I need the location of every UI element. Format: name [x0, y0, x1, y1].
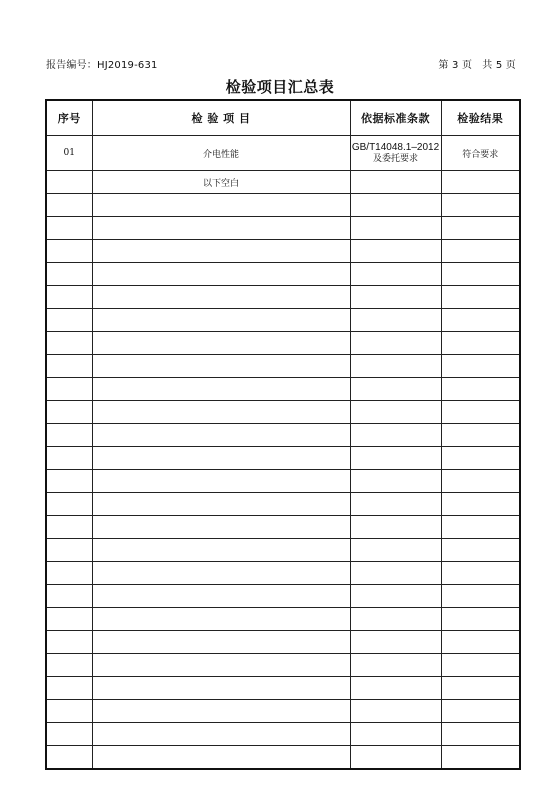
- cell-inspection-result: [441, 516, 520, 539]
- cell-inspection-item: [92, 309, 350, 332]
- cell-inspection-item: [92, 401, 350, 424]
- cell-inspection-result: [441, 240, 520, 263]
- cell-serial-number: [46, 516, 92, 539]
- standard-note: 及委托要求: [372, 153, 418, 164]
- cell-inspection-item: [92, 608, 350, 631]
- table-row: [46, 539, 520, 562]
- cell-inspection-item: [92, 378, 350, 401]
- cell-inspection-item: [92, 723, 350, 746]
- table-row: [46, 470, 520, 493]
- report-number: 报告编号：HJ2019-631: [46, 60, 158, 71]
- cell-inspection-item: [92, 654, 350, 677]
- cell-standard-clause: [350, 194, 441, 217]
- cell-standard-clause: [350, 447, 441, 470]
- cell-inspection-result: [441, 401, 520, 424]
- cell-serial-number: [46, 424, 92, 447]
- cell-standard-clause: [350, 608, 441, 631]
- cell-serial-number: [46, 585, 92, 608]
- cell-standard-clause: [350, 309, 441, 332]
- cell-serial-number: [46, 332, 92, 355]
- cell-serial-number: [46, 401, 92, 424]
- cell-inspection-result: [441, 263, 520, 286]
- cell-inspection-result: [441, 700, 520, 723]
- column-header-standard: 依据标准条款: [350, 100, 441, 136]
- cell-standard-clause: [350, 401, 441, 424]
- cell-serial-number: [46, 378, 92, 401]
- table-row: [46, 401, 520, 424]
- table-row: [46, 608, 520, 631]
- table-row: [46, 194, 520, 217]
- cell-inspection-item: 介电性能: [92, 136, 350, 171]
- cell-serial-number: [46, 355, 92, 378]
- cell-standard-clause: [350, 516, 441, 539]
- cell-inspection-item: [92, 631, 350, 654]
- cell-inspection-result: [441, 355, 520, 378]
- table-row: [46, 562, 520, 585]
- cell-inspection-item: [92, 470, 350, 493]
- cell-inspection-result: [441, 194, 520, 217]
- cell-inspection-item: [92, 700, 350, 723]
- cell-serial-number: [46, 677, 92, 700]
- cell-serial-number: [46, 631, 92, 654]
- cell-inspection-result: [441, 378, 520, 401]
- cell-standard-clause: [350, 723, 441, 746]
- cell-standard-clause: [350, 677, 441, 700]
- table-row: [46, 355, 520, 378]
- cell-standard-clause: [350, 746, 441, 770]
- cell-standard-clause: [350, 263, 441, 286]
- cell-inspection-result: [441, 631, 520, 654]
- table-row: [46, 263, 520, 286]
- cell-standard-clause: [350, 171, 441, 194]
- cell-inspection-item: [92, 240, 350, 263]
- cell-inspection-item: [92, 355, 350, 378]
- cell-serial-number: [46, 171, 92, 194]
- cell-inspection-item: [92, 516, 350, 539]
- cell-standard-clause: [350, 585, 441, 608]
- cell-inspection-result: [441, 332, 520, 355]
- cell-inspection-result: [441, 309, 520, 332]
- table-row: [46, 677, 520, 700]
- cell-inspection-result: [441, 493, 520, 516]
- cell-inspection-result: [441, 171, 520, 194]
- cell-inspection-result: [441, 585, 520, 608]
- cell-serial-number: [46, 217, 92, 240]
- inspection-summary-table: [45, 99, 521, 770]
- cell-inspection-result: 符合要求: [441, 136, 520, 171]
- table-row: [46, 746, 520, 770]
- table-header-row: [46, 100, 520, 136]
- cell-inspection-item: [92, 677, 350, 700]
- table-row: [46, 631, 520, 654]
- cell-inspection-item: [92, 493, 350, 516]
- table-row: [46, 309, 520, 332]
- cell-serial-number: [46, 194, 92, 217]
- table-row: [46, 493, 520, 516]
- cell-inspection-result: [441, 654, 520, 677]
- cell-standard-clause: [350, 700, 441, 723]
- cell-serial-number: [46, 470, 92, 493]
- cell-standard-clause: [350, 470, 441, 493]
- standard-code: GB/T14048.1–2012: [351, 141, 440, 153]
- table-row: [46, 424, 520, 447]
- column-header-result: 检验结果: [441, 100, 520, 136]
- table-row: [46, 171, 520, 194]
- cell-inspection-result: [441, 723, 520, 746]
- cell-inspection-result: [441, 677, 520, 700]
- cell-inspection-item: 以下空白: [92, 171, 350, 194]
- cell-inspection-item: [92, 447, 350, 470]
- cell-serial-number: [46, 608, 92, 631]
- table-body: [46, 136, 520, 770]
- cell-serial-number: [46, 493, 92, 516]
- cell-serial-number: [46, 240, 92, 263]
- cell-serial-number: [46, 539, 92, 562]
- cell-serial-number: [46, 654, 92, 677]
- table-row: [46, 332, 520, 355]
- cell-inspection-result: [441, 447, 520, 470]
- cell-standard-clause: [350, 539, 441, 562]
- cell-inspection-result: [441, 562, 520, 585]
- cell-inspection-item: [92, 746, 350, 770]
- cell-inspection-item: [92, 194, 350, 217]
- cell-inspection-result: [441, 746, 520, 770]
- cell-inspection-item: [92, 562, 350, 585]
- cell-inspection-item: [92, 424, 350, 447]
- page-title: 检验项目汇总表: [225, 78, 335, 96]
- cell-standard-clause: [350, 332, 441, 355]
- cell-serial-number: [46, 723, 92, 746]
- table-row: [46, 447, 520, 470]
- table-row: [46, 700, 520, 723]
- table-row: [46, 378, 520, 401]
- column-header-item: 检 验 项 目: [92, 100, 350, 136]
- cell-serial-number: [46, 562, 92, 585]
- cell-inspection-result: [441, 608, 520, 631]
- cell-standard-clause: [350, 286, 441, 309]
- cell-standard-clause: [350, 424, 441, 447]
- cell-serial-number: [46, 447, 92, 470]
- cell-inspection-result: [441, 539, 520, 562]
- table-row: [46, 217, 520, 240]
- cell-standard-clause: [350, 562, 441, 585]
- cell-standard-clause: [350, 355, 441, 378]
- table-row: [46, 286, 520, 309]
- cell-serial-number: [46, 700, 92, 723]
- cell-serial-number: 01: [46, 136, 92, 171]
- column-header-no: 序号: [46, 100, 92, 136]
- cell-standard-clause: [350, 217, 441, 240]
- cell-standard-clause: [350, 136, 441, 171]
- cell-inspection-item: [92, 585, 350, 608]
- table-row: [46, 240, 520, 263]
- table-row: [46, 585, 520, 608]
- cell-standard-clause: [350, 378, 441, 401]
- cell-inspection-item: [92, 286, 350, 309]
- table-row: [46, 136, 520, 171]
- cell-inspection-result: [441, 217, 520, 240]
- cell-inspection-result: [441, 286, 520, 309]
- cell-serial-number: [46, 286, 92, 309]
- table-row: [46, 516, 520, 539]
- cell-standard-clause: [350, 493, 441, 516]
- cell-inspection-result: [441, 470, 520, 493]
- cell-inspection-item: [92, 332, 350, 355]
- cell-standard-clause: [350, 240, 441, 263]
- cell-standard-clause: [350, 654, 441, 677]
- cell-serial-number: [46, 263, 92, 286]
- cell-serial-number: [46, 746, 92, 770]
- cell-standard-clause: [350, 631, 441, 654]
- cell-inspection-item: [92, 217, 350, 240]
- page-indicator: 第 3 页 共 5 页: [438, 60, 516, 71]
- table-row: [46, 654, 520, 677]
- cell-inspection-item: [92, 539, 350, 562]
- table-row: [46, 723, 520, 746]
- cell-inspection-item: [92, 263, 350, 286]
- cell-inspection-result: [441, 424, 520, 447]
- cell-serial-number: [46, 309, 92, 332]
